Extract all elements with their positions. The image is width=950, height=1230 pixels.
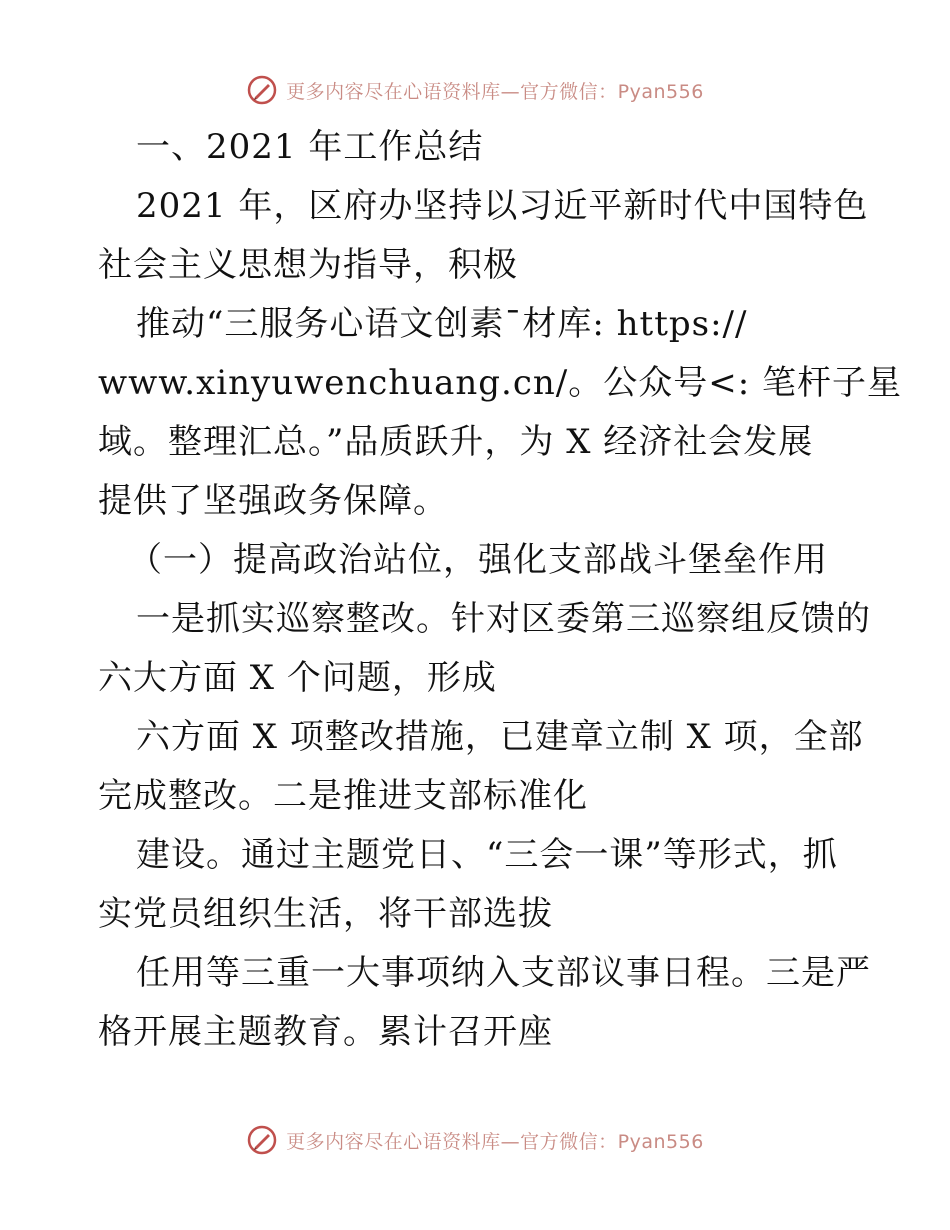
paragraph-line: 六方面 X 项整改措施，已建章立制 X 项，全部 <box>136 717 864 757</box>
paragraph-line: 2021 年，区府办坚持以习近平新时代中国特色 <box>136 186 869 226</box>
paragraph-line: 完成整改。二是推进支部标准化 <box>98 776 588 816</box>
watermark-text: 更多内容尽在心语资料库—官方微信：Pyan556 <box>286 80 704 103</box>
paragraph-line: 格开展主题教育。累计召开座 <box>98 1012 553 1052</box>
paragraph-line: www.xinyuwenchuang.cn/。公众号<: 笔杆子星 <box>98 363 902 403</box>
subsection-heading: （一）提高政治站位，强化支部战斗堡垒作用 <box>128 540 828 580</box>
footer-watermark <box>0 1120 950 1160</box>
paragraph-line: 域。整理汇总。”品质跃升，为 X 经济社会发展 <box>98 422 814 462</box>
section-heading: 一、2021 年工作总结 <box>136 127 484 167</box>
paragraph-line: 实党员组织生活，将干部选拔 <box>98 894 553 934</box>
paragraph-line: 建设。通过主题党日、“三会一课”等形式，抓 <box>136 835 838 875</box>
watermark-text: 更多内容尽在心语资料库—官方微信：Pyan556 <box>286 1130 704 1153</box>
paragraph-line: 社会主义思想为指导，积极 <box>98 245 518 285</box>
paragraph-line: 提供了坚强政务保障。 <box>98 481 448 521</box>
document-body <box>98 118 902 1062</box>
paragraph-line: 任用等三重一大事项纳入支部议事日程。三是严 <box>136 953 871 993</box>
paragraph-line: 六大方面 X 个问题，形成 <box>98 658 497 698</box>
paragraph-line: 一是抓实巡察整改。针对区委第三巡察组反馈的 <box>136 599 871 639</box>
pen-logo-icon <box>246 74 278 106</box>
pen-logo-icon <box>246 1124 278 1156</box>
header-watermark <box>0 70 950 110</box>
paragraph-line: 推动“三服务心语文创素¯材库: https:// <box>136 304 748 344</box>
